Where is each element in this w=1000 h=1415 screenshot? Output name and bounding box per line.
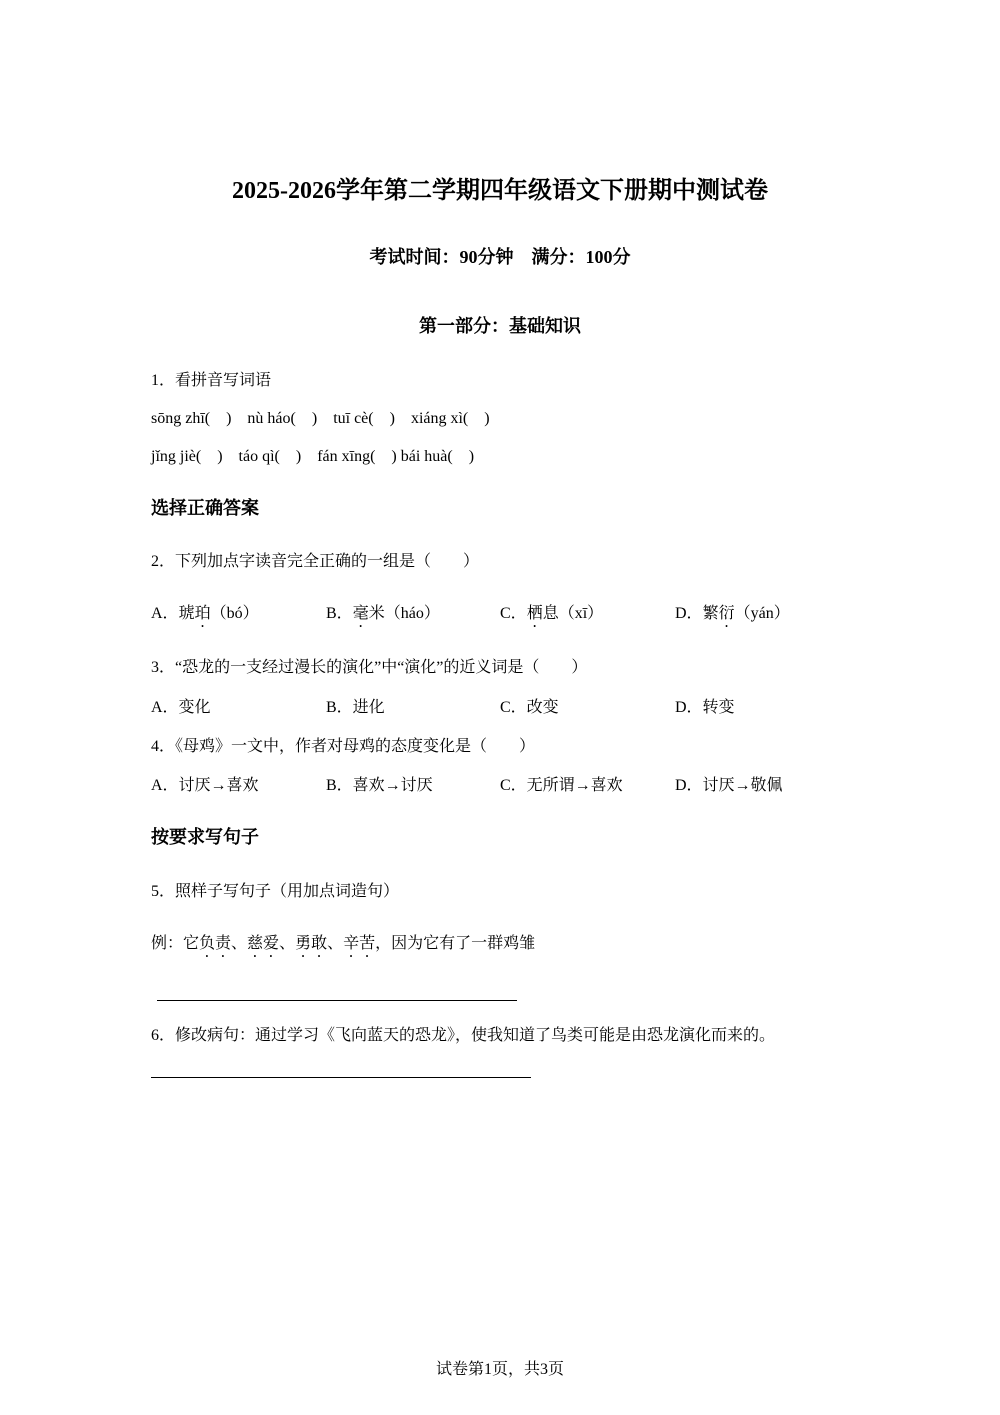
example-dotted-word: 辛苦	[343, 935, 376, 952]
example-suffix: ，因为它有了一群鸡雏	[375, 935, 536, 952]
question-4-option-a[interactable]: A．讨厌→喜欢	[151, 777, 259, 794]
question-3-option-b[interactable]: B．进化	[326, 699, 385, 716]
option-pinyin: （háo）	[384, 605, 440, 622]
option-pinyin: （yán）	[734, 605, 790, 622]
option-char: 琥	[178, 605, 195, 622]
example-dotted-word: 负责	[199, 935, 232, 952]
page-title: 2025-2026学年第二学期四年级语文下册期中测试卷	[232, 178, 768, 204]
option-char: 繁	[702, 605, 719, 622]
example-separator: 、	[327, 935, 344, 952]
example-separator: 、	[231, 935, 248, 952]
question-3-option-a[interactable]: A．变化	[151, 699, 211, 716]
question-6-answer-line[interactable]	[151, 1077, 531, 1078]
example-dotted-word: 慈爱	[247, 935, 280, 952]
question-2-option-d[interactable]	[675, 600, 790, 631]
question-2-option-b[interactable]	[326, 600, 440, 631]
question-5-stem: 5．照样子写句子（用加点词造句）	[151, 883, 400, 900]
option-prefix: D．	[675, 605, 703, 622]
example-separator: 、	[279, 935, 296, 952]
option-pinyin: （bó）	[210, 605, 259, 622]
option-dotted-char: 毫	[352, 605, 369, 622]
example-dotted-word: 勇敢	[295, 935, 328, 952]
option-char: 息	[542, 605, 559, 622]
question-2-option-c[interactable]	[500, 600, 603, 631]
section-choice-heading: 选择正确答案	[151, 498, 259, 518]
question-4-option-d[interactable]: D．讨厌→敬佩	[675, 777, 783, 794]
option-prefix: C．	[500, 605, 527, 622]
question-5-example	[151, 930, 535, 961]
exam-meta: 考试时间：90分钟 满分：100分	[369, 247, 631, 267]
question-4-option-b[interactable]: B．喜欢→讨厌	[326, 777, 433, 794]
question-2-stem: 2．下列加点字读音完全正确的一组是（ ）	[151, 553, 480, 570]
question-1-pinyin-row-1: sōng zhī( ) nù háo( ) tuī cè( ) xiáng xì( )	[151, 410, 490, 427]
option-prefix: A．	[151, 605, 179, 622]
part-heading: 第一部分：基础知识	[419, 316, 581, 336]
example-prefix: 例：它	[151, 935, 200, 952]
question-3-option-c[interactable]: C．改变	[500, 699, 559, 716]
option-dotted-char: 珀	[194, 605, 211, 622]
question-4-option-c[interactable]: C．无所谓→喜欢	[500, 777, 623, 794]
question-1-pinyin-row-2: jǐng jiè( ) táo qì( ) fán xīng( ) bái huà( )	[151, 448, 475, 465]
question-2-option-a[interactable]	[151, 600, 259, 631]
option-prefix: B．	[326, 605, 353, 622]
question-1-stem: 1．看拼音写词语	[151, 372, 272, 389]
option-dotted-char: 衍	[718, 605, 735, 622]
question-6-stem: 6．修改病句：通过学习《飞向蓝天的恐龙》，使我知道了鸟类可能是由恐龙演化而来的。	[151, 1027, 776, 1044]
question-5-answer-line[interactable]	[157, 1000, 517, 1001]
question-4-stem: 4．《母鸡》一文中，作者对母鸡的态度变化是（ ）	[151, 738, 536, 755]
question-3-option-d[interactable]: D．转变	[675, 699, 735, 716]
option-char: 米	[368, 605, 385, 622]
question-3-stem: 3．“恐龙的一支经过漫长的演化”中“演化”的近义词是（ ）	[151, 659, 588, 676]
option-dotted-char: 栖	[526, 605, 543, 622]
option-pinyin: （xī）	[558, 605, 604, 622]
page-footer: 试卷第1页，共3页	[435, 1361, 564, 1378]
section-write-heading: 按要求写句子	[151, 827, 259, 847]
